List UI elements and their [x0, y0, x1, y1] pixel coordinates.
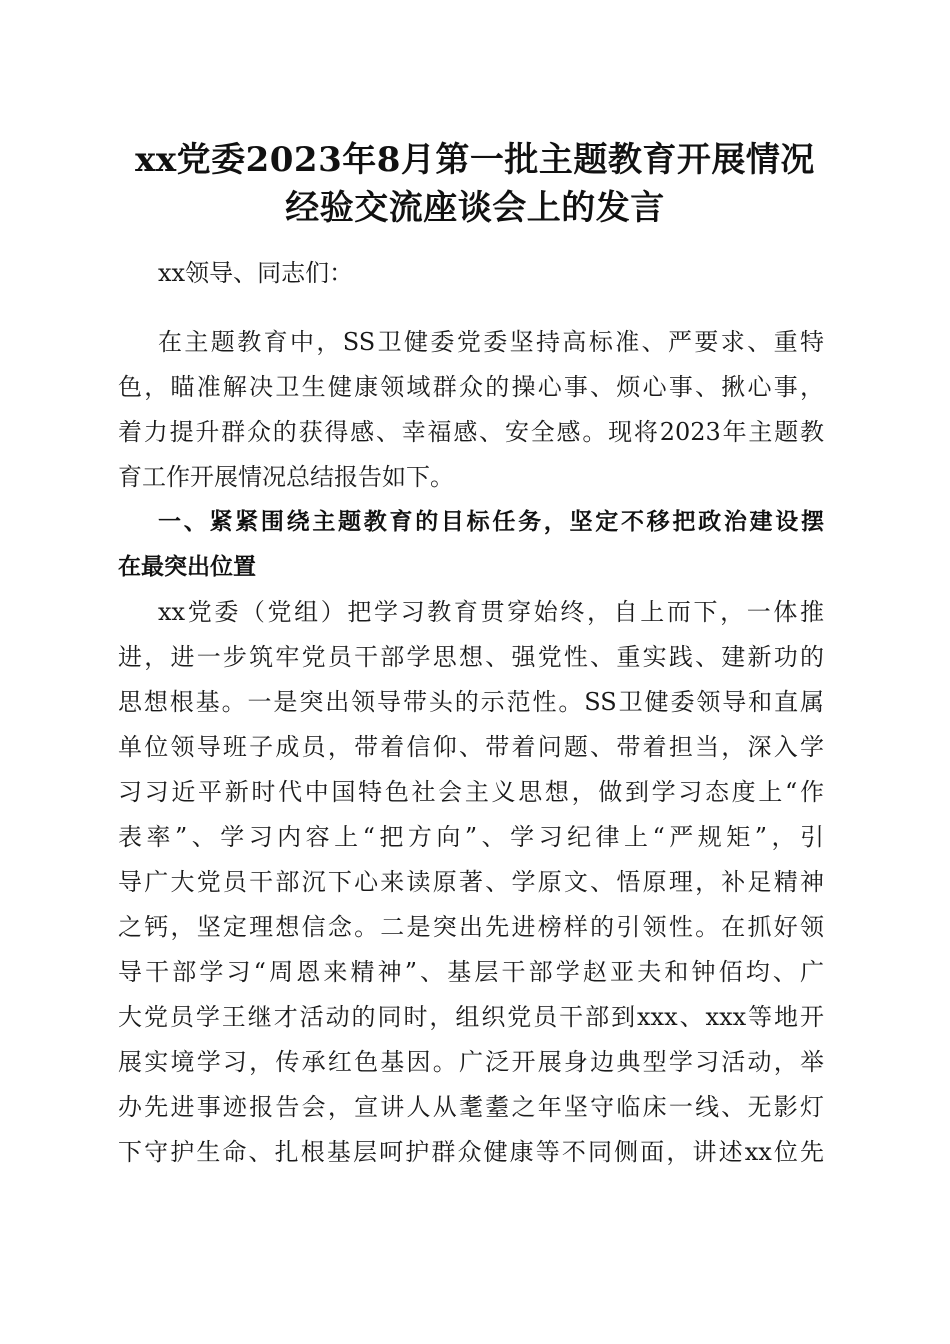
document-title-line-1: xx党委2023年8月第一批主题教育开展情况 [135, 140, 815, 180]
body-paragraph-line: xx党委（党组）把学习教育贯穿始终，自上而下，一体推 [158, 598, 824, 626]
body-paragraph-line: 导广大党员干部沉下心来读原著、学原文、悟原理，补足精神 [118, 868, 824, 896]
body-paragraph-line: 导干部学习“周恩来精神”、基层干部学赵亚夫和钟佰均、广 [118, 958, 824, 986]
body-paragraph-line: 大党员学王继才活动的同时，组织党员干部到xxx、xxx等地开 [118, 1003, 824, 1031]
intro-paragraph-line: 色，瞄准解决卫生健康领域群众的操心事、烦心事、揪心事， [118, 373, 824, 401]
body-paragraph-line: 表率”、学习内容上“把方向”、学习纪律上“严规矩”，引 [118, 823, 824, 851]
body-paragraph-line: 展实境学习，传承红色基因。广泛开展身边典型学习活动，举 [118, 1048, 824, 1076]
body-paragraph-line: 进，进一步筑牢党员干部学思想、强党性、重实践、建新功的 [118, 643, 824, 671]
document-title-line-2: 经验交流座谈会上的发言 [285, 188, 665, 228]
body-paragraph-line: 单位领导班子成员，带着信仰、带着问题、带着担当，深入学 [118, 733, 824, 761]
body-paragraph-line: 之钙，坚定理想信念。二是突出先进榜样的引领性。在抓好领 [118, 913, 824, 941]
body-paragraph-line: 下守护生命、扎根基层呵护群众健康等不同侧面，讲述xx位先 [118, 1138, 824, 1166]
intro-paragraph-line: 着力提升群众的获得感、幸福感、安全感。现将2023年主题教 [118, 418, 824, 446]
section-heading-line: 在最突出位置 [118, 554, 256, 580]
salutation: xx领导、同志们： [158, 259, 354, 287]
intro-paragraph-line: 育工作开展情况总结报告如下。 [118, 463, 454, 491]
body-paragraph-line: 习习近平新时代中国特色社会主义思想，做到学习态度上“作 [118, 778, 824, 806]
body-paragraph-line: 思想根基。一是突出领导带头的示范性。SS卫健委领导和直属 [118, 688, 824, 716]
intro-paragraph-line: 在主题教育中，SS卫健委党委坚持高标准、严要求、重特 [158, 328, 824, 356]
section-heading-line: 一、紧紧围绕主题教育的目标任务，坚定不移把政治建设摆 [158, 509, 824, 535]
body-paragraph-line: 办先进事迹报告会，宣讲人从耄耋之年坚守临床一线、无影灯 [118, 1093, 824, 1121]
